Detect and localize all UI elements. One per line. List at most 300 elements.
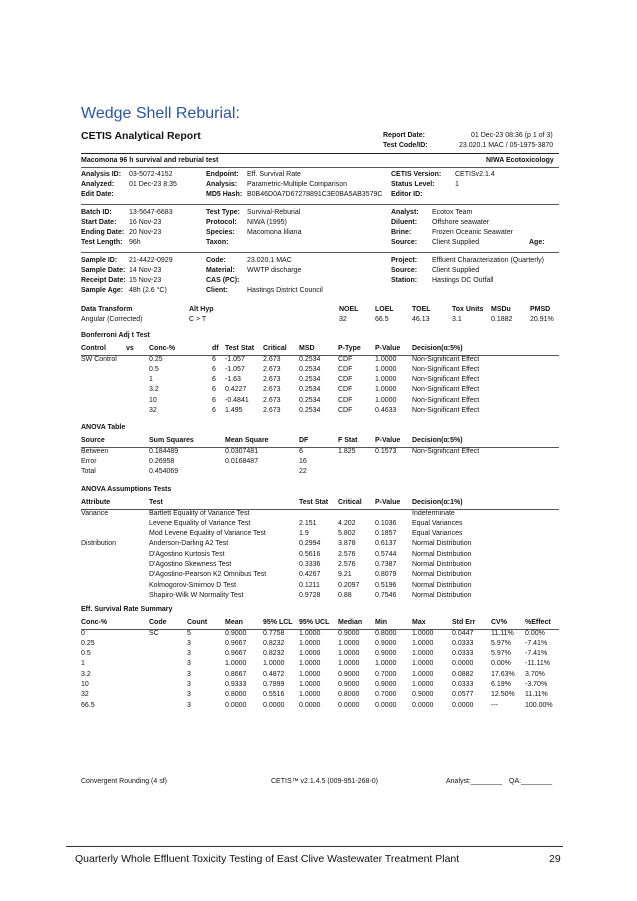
endpoint-label: Endpoint:: [206, 171, 239, 178]
cell: 32: [339, 316, 347, 324]
test-type: Survival-Reburial: [247, 209, 301, 216]
cell: CDF: [338, 386, 353, 394]
header-cell: F Stat: [338, 437, 358, 445]
cell: 0.4267: [299, 571, 321, 579]
cell: 0.2534: [299, 396, 321, 404]
band: [81, 155, 559, 166]
cell: 2.576: [338, 550, 356, 558]
cell: -11.11%: [525, 660, 551, 668]
cell: CDF: [338, 407, 353, 415]
cell: 3: [187, 650, 191, 658]
test-code: 23.020.1 MAC / 05-1975-3870: [459, 142, 554, 149]
cell: 6: [212, 396, 216, 404]
header-cell: CV%: [491, 619, 507, 627]
cell: 11.11%: [525, 691, 548, 699]
md5-label: MD5 Hash:: [206, 191, 243, 198]
cell: ---: [491, 701, 498, 709]
cell: 1.0000: [375, 386, 397, 394]
cetis-version-label: CETIS Version:: [391, 171, 442, 178]
sample-age-label: Sample Age:: [81, 287, 124, 294]
cell: 0.7899: [263, 681, 285, 689]
cell: 3: [187, 660, 191, 668]
cell: D'Agostino Skewness Test: [149, 561, 232, 569]
sample-source: Client Supplied: [432, 267, 480, 274]
receipt-date: 15 Nov-23: [129, 277, 162, 284]
cell: -1.057: [225, 365, 245, 373]
cell: 1.0000: [412, 660, 434, 668]
cell: 0.7387: [375, 561, 397, 569]
cell: Non-Significant Effect: [412, 396, 480, 404]
code: 23.020.1 MAC: [247, 257, 292, 264]
header-cell: LOEL: [375, 306, 394, 313]
cell: Non-Significant Effect: [412, 355, 480, 363]
table-row: [81, 519, 559, 529]
source-label: Source:: [391, 239, 418, 246]
project: Effluent Characterization (Quarterly): [432, 257, 544, 264]
report-date: 01 Dec-23 08:36 (p 1 of 3): [471, 132, 553, 139]
cell: 1.0000: [299, 650, 321, 658]
cell: 1: [149, 376, 153, 384]
cell: D'Agostino-Pearson K2 Omnibus Test: [149, 571, 267, 579]
cell: 1.0000: [412, 639, 434, 647]
summary-header: [81, 618, 559, 628]
table-row: [81, 560, 559, 570]
header-cell: DF: [299, 437, 309, 445]
rounding-note: Convergent Rounding (4 sf): [81, 778, 167, 785]
cell: 3: [187, 670, 191, 678]
cell: 1.0000: [375, 396, 397, 404]
cell: 6.19%: [491, 681, 511, 689]
cell: 0.0307481: [225, 447, 259, 455]
cell: -1.057: [225, 355, 245, 363]
cell: -7.41%: [525, 650, 548, 658]
report-header: [81, 131, 559, 155]
header-cell: Min: [375, 619, 388, 627]
section-heading: Bonferroni Adj t Test: [81, 332, 150, 339]
cell: CDF: [338, 365, 353, 373]
cell: 0.2534: [299, 355, 321, 363]
cell: D'Agostino Kurtosis Test: [149, 550, 225, 558]
cell: Equal Variances: [412, 519, 463, 527]
cell: Variance: [81, 509, 109, 517]
cell: 66.5: [375, 316, 389, 324]
qa-signature: QA:________: [509, 778, 553, 785]
table-row: [81, 385, 559, 395]
table-row: [81, 629, 559, 639]
cell: Non-Significant Effect: [412, 447, 480, 455]
cell: 0.0000: [299, 701, 321, 709]
cell: 32: [149, 407, 157, 415]
cell: 0.0333: [452, 681, 474, 689]
cell: Normal Distribution: [412, 561, 472, 569]
ending-date-label: Ending Date:: [81, 229, 125, 236]
cetis-version: CETISv2.1.4: [455, 171, 495, 178]
cell: 16: [299, 457, 307, 465]
header-cell: Mean Square: [225, 437, 269, 445]
cell: 0.7758: [263, 629, 285, 637]
cell: 3: [187, 639, 191, 647]
analysis-id: 03-5072-4152: [129, 171, 173, 178]
cell: 0.0333: [452, 650, 474, 658]
header-cell: TOEL: [412, 306, 431, 313]
summary-rows: [81, 629, 559, 711]
cell: 6: [212, 376, 216, 384]
assumptions-rows: [81, 509, 559, 602]
header-cell: Test Stat: [299, 499, 329, 507]
cell: 0.8000: [375, 629, 397, 637]
cell: 4.202: [338, 519, 356, 527]
cell: 32: [81, 691, 89, 699]
cell: 2.673: [263, 376, 281, 384]
cell: Bartlett Equality of Variance Test: [149, 509, 250, 517]
cell: 0.9000: [338, 629, 360, 637]
page-footer-rule: [66, 846, 563, 847]
sample-block: [81, 257, 559, 299]
sample-source-label: Source:: [391, 267, 418, 274]
cell: 0.2534: [299, 386, 321, 394]
cell: 2.151: [299, 519, 317, 527]
divider: [81, 509, 559, 510]
cell: Normal Distribution: [412, 591, 472, 599]
cell: Normal Distribution: [412, 550, 472, 558]
cell: 5.802: [338, 530, 356, 538]
cell: Between: [81, 447, 109, 455]
cell: 1.0000: [375, 660, 397, 668]
version-note: CETIS™ v2.1.4.5 (009-951-268-0): [271, 778, 378, 785]
transform-table: [81, 305, 559, 327]
cell: CDF: [338, 355, 353, 363]
cell: 1.0000: [412, 670, 434, 678]
cell: Mod Levene Equality of Variance Test: [149, 530, 266, 538]
summary-section: [81, 605, 559, 711]
cell: Shapiro-Wilk W Normality Test: [149, 591, 244, 599]
cell: 0.5: [81, 650, 91, 658]
cell: -1.63: [225, 376, 241, 384]
taxon-label: Taxon:: [206, 239, 229, 246]
cell: 1.825: [338, 447, 356, 455]
anova-rows: [81, 447, 559, 478]
cell: 2.576: [338, 561, 356, 569]
header-cell: Count: [187, 619, 208, 627]
divider: [81, 252, 559, 253]
analyst-signature: Analyst:________: [446, 778, 503, 785]
cell: 0.5: [149, 365, 159, 373]
transform-header: [81, 305, 559, 315]
cell: 9.21: [338, 571, 352, 579]
cell: -0.4841: [225, 396, 249, 404]
cell: Indeterminate: [412, 509, 455, 517]
analyst: Ecotox Team: [432, 209, 473, 216]
cell: 0.8000: [225, 691, 247, 699]
cell: 0.184489: [149, 447, 179, 455]
cell: 1.0000: [299, 629, 321, 637]
cell: 0.0000: [263, 701, 285, 709]
cell: 1.0000: [412, 681, 434, 689]
cell: 0.8232: [263, 650, 285, 658]
cell: 0.9667: [225, 650, 247, 658]
analysis: Parametric-Multiple Comparison: [247, 181, 347, 188]
cell: 0.00%: [491, 660, 511, 668]
cell: 5: [187, 629, 191, 637]
table-row: [81, 649, 559, 659]
cell: 2.673: [263, 365, 281, 373]
cell: Anderson-Darling A2 Test: [149, 540, 229, 548]
cell: 0.0000: [452, 660, 474, 668]
table-row: [81, 355, 559, 365]
station-label: Station:: [391, 277, 418, 284]
diluent-label: Diluent:: [391, 219, 418, 226]
client: Hastings District Council: [247, 287, 323, 294]
md5: B0B46D0A7D67278891C3E0BA5AB3579C: [247, 191, 383, 198]
header-cell: Alt Hyp: [189, 306, 214, 313]
cell: 3: [187, 701, 191, 709]
section-heading: Eff. Survival Rate Summary: [81, 606, 173, 613]
table-row: [81, 670, 559, 680]
cell: 0.9728: [299, 591, 321, 599]
cell: 20.91%: [530, 316, 554, 324]
cell: 100.00%: [525, 701, 553, 709]
cell: 0.25: [81, 639, 95, 647]
cell: Normal Distribution: [412, 581, 472, 589]
cell: 0.9333: [225, 681, 247, 689]
table-row: [81, 690, 559, 700]
cell: 0.454069: [149, 468, 179, 476]
cell: 3.2: [81, 670, 91, 678]
cell: 66.5: [81, 701, 95, 709]
header-cell: Std Err: [452, 619, 476, 627]
cell: 0.1882: [491, 316, 513, 324]
header-cell: Decision(α:1%): [412, 499, 463, 507]
endpoint: Eff. Survival Rate: [247, 171, 301, 178]
band-right: NIWA Ecotoxicology: [486, 157, 554, 164]
start-date: 16 Nov-23: [129, 219, 162, 226]
divider: [81, 204, 559, 205]
cell: Non-Significant Effect: [412, 407, 480, 415]
cell: 1.0000: [338, 650, 360, 658]
cell: 0.1211: [299, 581, 320, 589]
header-cell: Test: [149, 499, 163, 507]
table-row: [81, 581, 559, 591]
cell: 11.11%: [491, 629, 514, 637]
header-cell: Max: [412, 619, 426, 627]
header-cell: Test Stat: [225, 345, 255, 353]
cell: 0.2534: [299, 407, 321, 415]
cell: 6: [299, 447, 303, 455]
code-label: Code:: [206, 257, 226, 264]
header-cell: P-Value: [375, 499, 401, 507]
status: 1: [455, 181, 459, 188]
cell: 46.13: [412, 316, 430, 324]
anova-header: [81, 436, 559, 446]
cell: C > T: [189, 316, 207, 324]
cell: 0.9000: [375, 639, 397, 647]
header-cell: MSD: [299, 345, 315, 353]
section-heading: ANOVA Assumptions Tests: [81, 486, 172, 493]
sample-date-label: Sample Date:: [81, 267, 126, 274]
cell: 0.7000: [375, 670, 397, 678]
table-row: [81, 315, 559, 325]
cell: 0.0000: [225, 701, 247, 709]
cell: 2.673: [263, 396, 281, 404]
sample-date: 14 Nov-23: [129, 267, 162, 274]
age-label: Age:: [529, 239, 545, 246]
cell: 5.97%: [491, 639, 511, 647]
cell: Angular (Corrected): [81, 316, 143, 324]
section-title: Wedge Shell Reburial:: [81, 105, 240, 122]
analyst-label: Analyst:: [391, 209, 419, 216]
cell: Kolmogorov-Smirnov D Test: [149, 581, 237, 589]
cell: 3.878: [338, 540, 356, 548]
cell: 0.8667: [225, 670, 247, 678]
header-cell: Code: [149, 619, 167, 627]
header-cell: Source: [81, 437, 105, 445]
header-cell: Decision(α:5%): [412, 345, 463, 353]
cell: 1.0000: [299, 660, 321, 668]
analysis-label: Analysis:: [206, 181, 238, 188]
diluent: Offshore seawater: [432, 219, 490, 226]
header-cell: Sum Squares: [149, 437, 194, 445]
cell: 2.673: [263, 355, 281, 363]
cell: 3.2: [149, 386, 159, 394]
protocol: NIWA (1995): [247, 219, 287, 226]
cell: 0.5516: [263, 691, 285, 699]
table-row: [81, 406, 559, 416]
cell: 6: [212, 355, 216, 363]
table-row: [81, 457, 559, 467]
cell: CDF: [338, 376, 353, 384]
table-row: [81, 396, 559, 406]
cell: 0.4633: [375, 407, 397, 415]
cell: Equal Variances: [412, 530, 463, 538]
cell: 0.6137: [375, 540, 397, 548]
header-cell: vs: [126, 345, 134, 353]
header-cell: Control: [81, 345, 106, 353]
table-row: [81, 539, 559, 549]
cell: Non-Significant Effect: [412, 376, 480, 384]
brine: Frozen Oceanic Seawater: [432, 229, 513, 236]
table-row: [81, 550, 559, 560]
table-row: [81, 375, 559, 385]
material: WWTP discharge: [247, 267, 302, 274]
editor-label: Editor ID:: [391, 191, 423, 198]
table-row: [81, 680, 559, 690]
cell: 0.2097: [338, 581, 360, 589]
analysis-id-label: Analysis ID:: [81, 171, 122, 178]
sample-id-label: Sample ID:: [81, 257, 118, 264]
station: Hastings DC Outfall: [432, 277, 494, 284]
cell: 0.4227: [225, 386, 247, 394]
brine-label: Brine:: [391, 229, 412, 236]
species-label: Species:: [206, 229, 235, 236]
cell: 3: [187, 691, 191, 699]
source: Client Supplied: [432, 239, 480, 246]
header-cell: Critical: [263, 345, 287, 353]
cell: SC: [149, 629, 159, 637]
divider: [81, 153, 559, 154]
cell: -3.70%: [525, 681, 548, 689]
cell: Distribution: [81, 540, 117, 548]
table-row: [81, 529, 559, 539]
cell: 0.0168487: [225, 457, 259, 465]
cell: 1.0000: [375, 376, 397, 384]
cell: SW Control: [81, 355, 117, 363]
header-cell: P-Value: [375, 345, 401, 353]
cell: 0.88: [338, 591, 352, 599]
cell: Non-Significant Effect: [412, 365, 480, 373]
cell: 1.0000: [412, 650, 434, 658]
cell: 0.8079: [375, 571, 397, 579]
test-length: 96h: [129, 239, 141, 246]
divider: [81, 629, 559, 630]
cell: 3: [187, 681, 191, 689]
header-cell: Decision(α:5%): [412, 437, 463, 445]
cell: 1.0000: [375, 355, 397, 363]
cell: 10: [149, 396, 157, 404]
cell: 1.0000: [299, 681, 321, 689]
edit-date-label: Edit Date:: [81, 191, 114, 198]
cell: 0.9000: [412, 691, 434, 699]
header-cell: Conc-%: [81, 619, 108, 627]
cas-label: CAS (PC):: [206, 277, 240, 284]
cell: 0.2994: [299, 540, 321, 548]
cell: Normal Distribution: [412, 540, 472, 548]
header-cell: Median: [338, 619, 363, 627]
species: Macomona liliana: [247, 229, 302, 236]
cell: 5.97%: [491, 650, 511, 658]
batch-block: [81, 209, 559, 251]
sample-age: 48h (2.6 °C): [129, 287, 167, 294]
header-cell: MSDu: [491, 306, 511, 313]
test-length-label: Test Length:: [81, 239, 123, 246]
analyzed: 01 Dec-23 8:35: [129, 181, 177, 188]
report-date-label: Report Date:: [383, 132, 426, 139]
cell: 0.4872: [263, 670, 285, 678]
cell: Normal Distribution: [412, 571, 472, 579]
analyzed-label: Analyzed:: [81, 181, 115, 188]
material-label: Material:: [206, 267, 235, 274]
test-type-label: Test Type:: [206, 209, 240, 216]
cell: 0.2534: [299, 365, 321, 373]
header-cell: Tox Units: [452, 306, 484, 313]
header-cell: 95% LCL: [263, 619, 293, 627]
table-row: [81, 447, 559, 457]
cell: -7.41%: [525, 639, 548, 647]
cell: 0.7000: [375, 691, 397, 699]
cell: 6: [212, 386, 216, 394]
cell: 0.3336: [299, 561, 321, 569]
cell: 0.1573: [375, 447, 397, 455]
cell: 1.0000: [338, 639, 360, 647]
cell: 0.0000: [452, 701, 474, 709]
anova-section: [81, 423, 559, 477]
divider: [81, 167, 559, 168]
cell: 1.0000: [225, 660, 247, 668]
protocol-label: Protocol:: [206, 219, 237, 226]
cell: 1.0000: [375, 365, 397, 373]
cell: 0.7546: [375, 591, 397, 599]
header-cell: Critical: [338, 499, 362, 507]
cell: 0.9000: [338, 681, 360, 689]
cell: 2.673: [263, 386, 281, 394]
cell: 0.0577: [452, 691, 474, 699]
cell: 0.5744: [375, 550, 397, 558]
cell: 1: [81, 660, 85, 668]
cell: 6: [212, 365, 216, 373]
cell: 0.5616: [299, 550, 321, 558]
cell: 0.0447: [452, 629, 474, 637]
header-cell: df: [212, 345, 219, 353]
cell: 0.8232: [263, 639, 285, 647]
